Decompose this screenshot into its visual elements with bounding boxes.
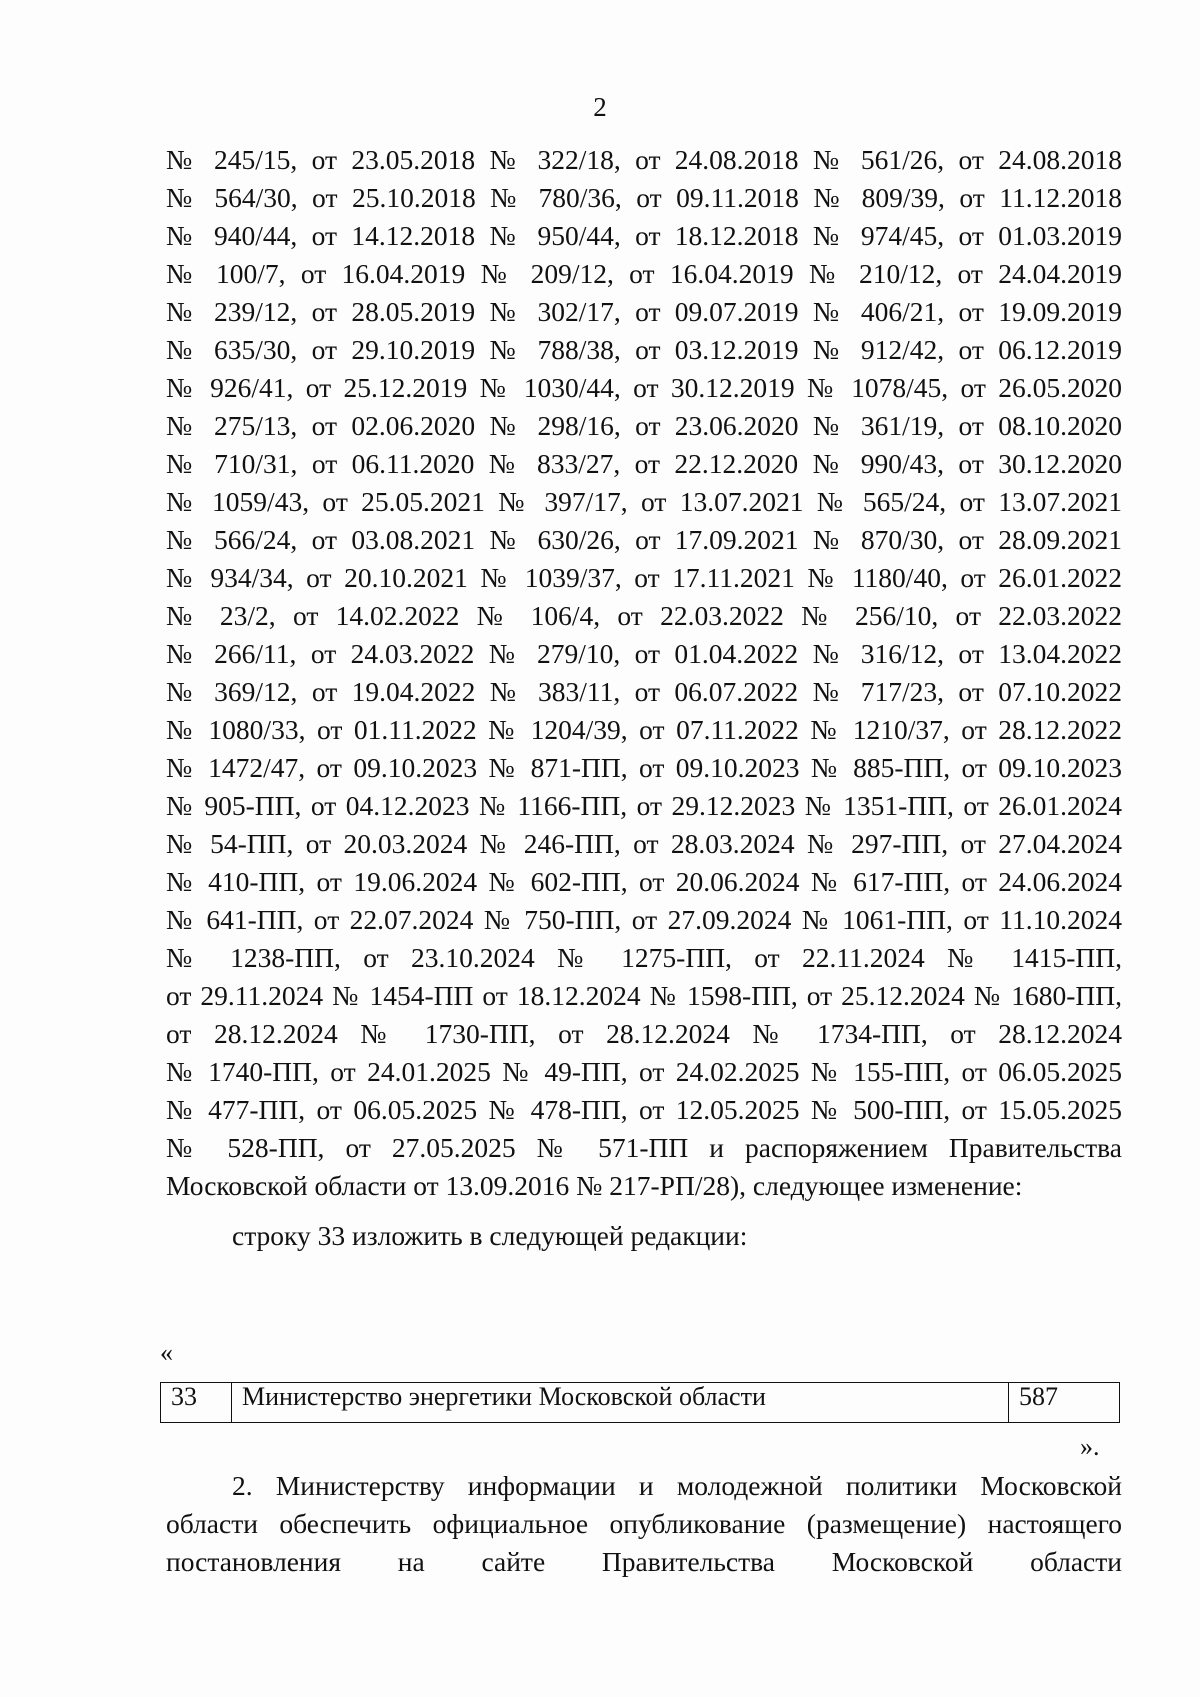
text-line: Московской области от 13.09.2016 № 217-РП/28), следующее изменение: xyxy=(166,1170,1023,1201)
text-line: № 477-ПП, от 06.05.2025 № 478-ПП, от 12.05.2025 № 500-ПП, от 15.05.2025 xyxy=(166,1094,1122,1125)
text-line: № 710/31, от 06.11.2020 № 833/27, от 22.12.2020 № 990/43, от 30.12.2020 xyxy=(166,448,1122,479)
text-line: № 410-ПП, от 19.06.2024 № 602-ПП, от 20.06.2024 № 617-ПП, от 24.06.2024 xyxy=(166,866,1122,897)
text-line: № 266/11, от 24.03.2022 № 279/10, от 01.04.2022 № 316/12, от 13.04.2022 xyxy=(166,638,1122,669)
text-line: постановления на сайте Правительства Московской области xyxy=(166,1546,1122,1577)
quote-open: « xyxy=(160,1338,173,1367)
page-number: 2 xyxy=(593,92,607,122)
text-line: от 28.12.2024 № 1730-ПП, от 28.12.2024 № 1734-ПП, от 28.12.2024 xyxy=(166,1018,1122,1049)
text-line: № 1059/43, от 25.05.2021 № 397/17, от 13.07.2021 № 565/24, от 13.07.2021 xyxy=(166,486,1122,517)
quote-close: ». xyxy=(1080,1432,1100,1461)
table-row xyxy=(161,1383,1120,1423)
text-line: № 905-ПП, от 04.12.2023 № 1166-ПП, от 29.12.2023 № 1351-ПП, от 26.01.2024 xyxy=(166,790,1122,821)
text-line: № 245/15, от 23.05.2018 № 322/18, от 24.08.2018 № 561/26, от 24.08.2018 xyxy=(166,144,1122,175)
row-number-cell: 33 xyxy=(161,1383,232,1423)
row-value-cell: 587 xyxy=(1009,1383,1120,1423)
text-line: № 275/13, от 02.06.2020 № 298/16, от 23.06.2020 № 361/19, от 08.10.2020 xyxy=(166,410,1122,441)
text-line: № 934/34, от 20.10.2021 № 1039/37, от 17.11.2021 № 1180/40, от 26.01.2022 xyxy=(166,562,1122,593)
text-line: № 1238-ПП, от 23.10.2024 № 1275-ПП, от 22.11.2024 № 1415-ПП, xyxy=(166,942,1122,973)
text-line: № 1740-ПП, от 24.01.2025 № 49-ПП, от 24.02.2025 № 155-ПП, от 06.05.2025 xyxy=(166,1056,1122,1087)
text-line: № 23/2, от 14.02.2022 № 106/4, от 22.03.2022 № 256/10, от 22.03.2022 xyxy=(166,600,1122,631)
text-line: № 566/24, от 03.08.2021 № 630/26, от 17.09.2021 № 870/30, от 28.09.2021 xyxy=(166,524,1122,555)
text-line: № 564/30, от 25.10.2018 № 780/36, от 09.11.2018 № 809/39, от 11.12.2018 xyxy=(166,182,1122,213)
text-line: № 1472/47, от 09.10.2023 № 871-ПП, от 09.10.2023 № 885-ПП, от 09.10.2023 xyxy=(166,752,1122,783)
text-line: № 635/30, от 29.10.2019 № 788/38, от 03.12.2019 № 912/42, от 06.12.2019 xyxy=(166,334,1122,365)
instruction-line: строку 33 изложить в следующей редакции: xyxy=(232,1220,748,1251)
text-line: № 369/12, от 19.04.2022 № 383/11, от 06.07.2022 № 717/23, от 07.10.2022 xyxy=(166,676,1122,707)
text-line: № 641-ПП, от 22.07.2024 № 750-ПП, от 27.09.2024 № 1061-ПП, от 11.10.2024 xyxy=(166,904,1122,935)
text-line: 2. Министерству информации и молодежной политики Московской xyxy=(232,1470,1122,1501)
text-line: № 1080/33, от 01.11.2022 № 1204/39, от 07.11.2022 № 1210/37, от 28.12.2022 xyxy=(166,714,1122,745)
text-line: № 239/12, от 28.05.2019 № 302/17, от 09.07.2019 № 406/21, от 19.09.2019 xyxy=(166,296,1122,327)
text-line: № 54-ПП, от 20.03.2024 № 246-ПП, от 28.03.2024 № 297-ПП, от 27.04.2024 xyxy=(166,828,1122,859)
row-name-cell: Министерство энергетики Московской области xyxy=(232,1383,1009,1423)
text-line: от 29.11.2024 № 1454-ПП от 18.12.2024 № 1598-ПП, от 25.12.2024 № 1680-ПП, xyxy=(166,980,1122,1011)
text-line: № 100/7, от 16.04.2019 № 209/12, от 16.04.2019 № 210/12, от 24.04.2019 xyxy=(166,258,1122,289)
text-line: № 940/44, от 14.12.2018 № 950/44, от 18.12.2018 № 974/45, от 01.03.2019 xyxy=(166,220,1122,251)
text-line: № 926/41, от 25.12.2019 № 1030/44, от 30.12.2019 № 1078/45, от 26.05.2020 xyxy=(166,372,1122,403)
amendment-table xyxy=(160,1382,1120,1423)
text-line: области обеспечить официальное опубликование (размещение) настоящего xyxy=(166,1508,1122,1539)
text-line: № 528-ПП, от 27.05.2025 № 571-ПП и распоряжением Правительства xyxy=(166,1132,1122,1163)
